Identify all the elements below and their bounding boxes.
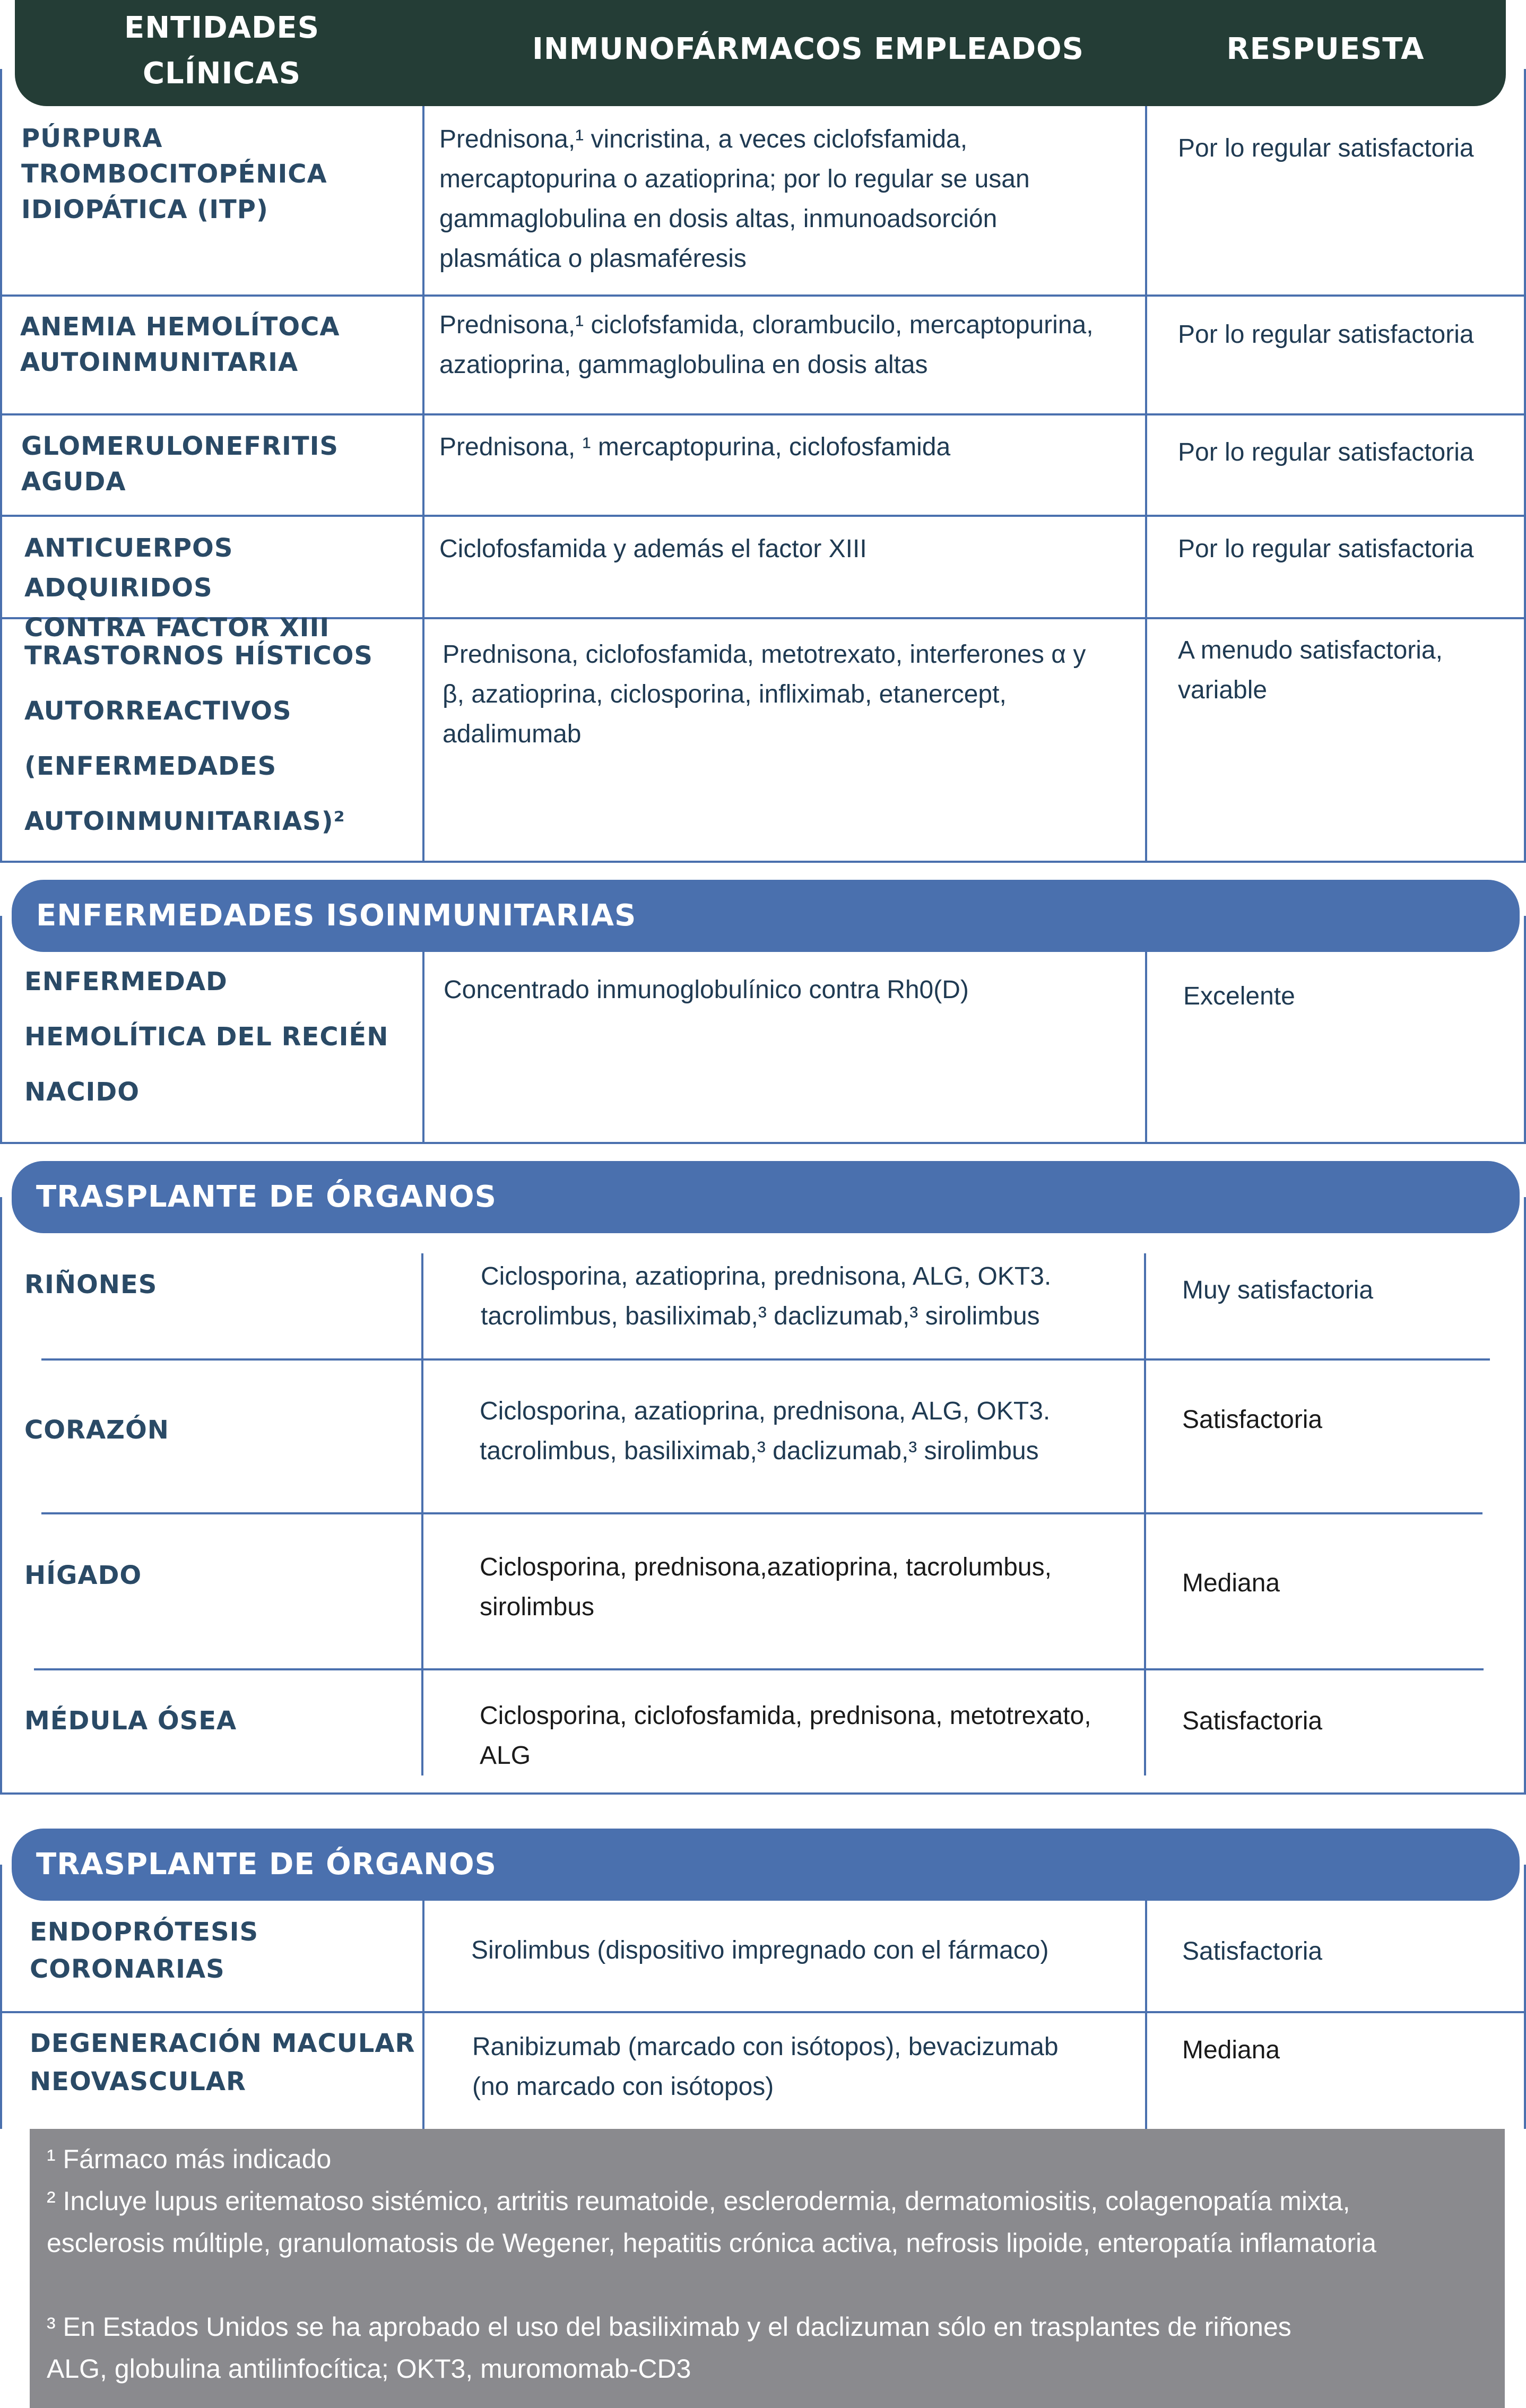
divider	[1524, 69, 1526, 863]
divider	[0, 1197, 2, 1795]
entity-anemia: ANEMIA HEMOLÍTOCA AUTOINMUNITARIA	[20, 312, 340, 377]
drugs-heart: Ciclosporina, azatioprina, prednisona, ALG, OKT3. tacrolimbus, basiliximab,³ daclizumab,³ sirolimbus	[480, 1397, 1051, 1465]
response-macular: Mediana	[1182, 2036, 1280, 2064]
divider	[0, 294, 1526, 297]
divider	[1524, 1197, 1526, 1795]
entity-heart: CORAZÓN	[24, 1415, 169, 1445]
entity-autoreactive: TRASTORNOS HÍSTICOS AUTORREACTIVOS (ENFERMEDADES AUTOINMUNITARIAS)²	[24, 641, 373, 836]
response-anemia: Por lo regular satisfactoria	[1178, 321, 1474, 349]
divider	[0, 1865, 2, 2129]
section-band-isoimmune: ENFERMEDADES ISOINMUNITARIAS	[12, 880, 1520, 952]
entity-kidneys: RIÑONES	[24, 1270, 158, 1300]
divider	[0, 515, 1526, 517]
drugs-glomerulo: Prednisona, ¹ mercaptopurina, ciclofosfamida	[439, 433, 951, 461]
drugs-macular: Ranibizumab (marcado con isótopos), bevacizumab (no marcado con isótopos)	[472, 2033, 1059, 2101]
divider	[0, 916, 2, 1144]
header-entities: ENTIDADES CLÍNICAS	[124, 11, 320, 91]
footnotes-box	[30, 2129, 1505, 2408]
divider	[41, 1512, 1482, 1514]
divider	[1145, 1901, 1147, 2129]
header-response: RESPUESTA	[1226, 32, 1425, 66]
drugs-newborn: Concentrado inmunoglobulínico contra Rh0(D)	[444, 976, 969, 1004]
divider	[422, 952, 424, 1144]
divider	[421, 1253, 423, 1775]
footnote-3: ³ En Estados Unidos se ha aprobado el uso del basiliximab y el daclizuman sólo en trasplantes de riñones	[47, 2312, 1291, 2342]
response-factor-xiii: Por lo regular satisfactoria	[1178, 535, 1474, 563]
drugs-itp: Prednisona,¹ vincristina, a veces ciclofsfamida, mercaptopurina o azatioprina; por lo regular se usan gammaglobulina en dosis altas, inmunoadsorción plasmática o plasmaféresis	[439, 125, 1030, 273]
response-bone-marrow: Satisfactoria	[1182, 1707, 1323, 1735]
entity-macular: DEGENERACIÓN MACULAR NEOVASCULAR	[30, 2029, 415, 2097]
footnote-1: ¹ Fármaco más indicado	[47, 2144, 332, 2174]
divider	[1145, 952, 1147, 1144]
footnote-abbreviations: ALG, globulina antilinfocítica; OKT3, muromomab-CD3	[47, 2354, 691, 2384]
response-itp: Por lo regular satisfactoria	[1178, 134, 1474, 162]
entity-newborn: ENFERMEDAD HEMOLÍTICA DEL RECIÉN NACIDO	[24, 967, 389, 1107]
drugs-kidneys: Ciclosporina, azatioprina, prednisona, ALG, OKT3. tacrolimbus, basiliximab,³ daclizumab,³ sirolimbus	[481, 1262, 1052, 1330]
divider	[1145, 106, 1147, 863]
entity-bone-marrow: MÉDULA ÓSEA	[24, 1706, 237, 1736]
entity-coronary: ENDOPRÓTESIS CORONARIAS	[30, 1917, 259, 1984]
entity-itp: PÚRPURA TROMBOCITOPÉNICA IDIOPÁTICA (ITP)	[21, 124, 327, 224]
response-glomerulo: Por lo regular satisfactoria	[1178, 438, 1474, 466]
drugs-factor-xiii: Ciclofosfamida y además el factor XIII	[439, 535, 867, 563]
response-autoreactive: A menudo satisfactoria, variable	[1178, 636, 1443, 704]
response-liver: Mediana	[1182, 1569, 1280, 1597]
response-newborn: Excelente	[1183, 982, 1295, 1010]
drugs-autoreactive: Prednisona, ciclofosfamida, metotrexato, interferones α y β, azatioprina, ciclosporina, infliximab, etanercept, adalimumab	[443, 640, 1086, 748]
divider	[1524, 1865, 1526, 2129]
drugs-anemia: Prednisona,¹ ciclofsfamida, clorambucilo, mercaptopurina, azatioprina, gammaglobulina en dosis altas	[439, 311, 1094, 379]
divider	[34, 1668, 1484, 1670]
section-band-transplant: TRASPLANTE DE ÓRGANOS	[12, 1161, 1520, 1233]
entity-liver: HÍGADO	[24, 1561, 142, 1590]
drugs-coronary: Sirolimbus (dispositivo impregnado con el fármaco)	[471, 1936, 1049, 1964]
section-band-transplant-2: TRASPLANTE DE ÓRGANOS	[12, 1829, 1520, 1901]
entity-factor-xiii: ANTICUERPOS ADQUIRIDOS CONTRA FACTOR XIII	[24, 533, 330, 643]
response-coronary: Satisfactoria	[1182, 1937, 1323, 1965]
response-kidneys: Muy satisfactoria	[1182, 1276, 1374, 1304]
header-drugs: INMUNOFÁRMACOS EMPLEADOS	[532, 32, 1084, 66]
divider	[422, 1901, 424, 2129]
divider	[41, 1358, 1490, 1361]
drugs-bone-marrow: Ciclosporina, ciclofosfamida, prednisona, metotrexato, ALG	[480, 1702, 1091, 1770]
divider	[0, 413, 1526, 415]
divider	[0, 861, 1526, 863]
divider	[0, 2011, 1526, 2013]
divider	[1144, 1253, 1146, 1775]
table-header	[15, 0, 1506, 106]
divider	[422, 106, 424, 863]
divider	[0, 1792, 1526, 1795]
footnote-2b: esclerosis múltiple, granulomatosis de Wegener, hepatitis crónica activa, nefrosis lipoide, enteropatía inflamatoria	[47, 2228, 1376, 2258]
drugs-liver: Ciclosporina, prednisona,azatioprina, tacrolumbus, sirolimbus	[480, 1553, 1052, 1621]
divider	[1524, 916, 1526, 1144]
footnote-2a: ² Incluye lupus eritematoso sistémico, artritis reumatoide, esclerodermia, dermatomiositis, colagenopatía mixta,	[47, 2186, 1350, 2216]
response-heart: Satisfactoria	[1182, 1406, 1323, 1434]
entity-glomerulo: GLOMERULONEFRITIS AGUDA	[21, 431, 339, 497]
divider	[0, 1142, 1526, 1144]
divider	[0, 69, 2, 863]
